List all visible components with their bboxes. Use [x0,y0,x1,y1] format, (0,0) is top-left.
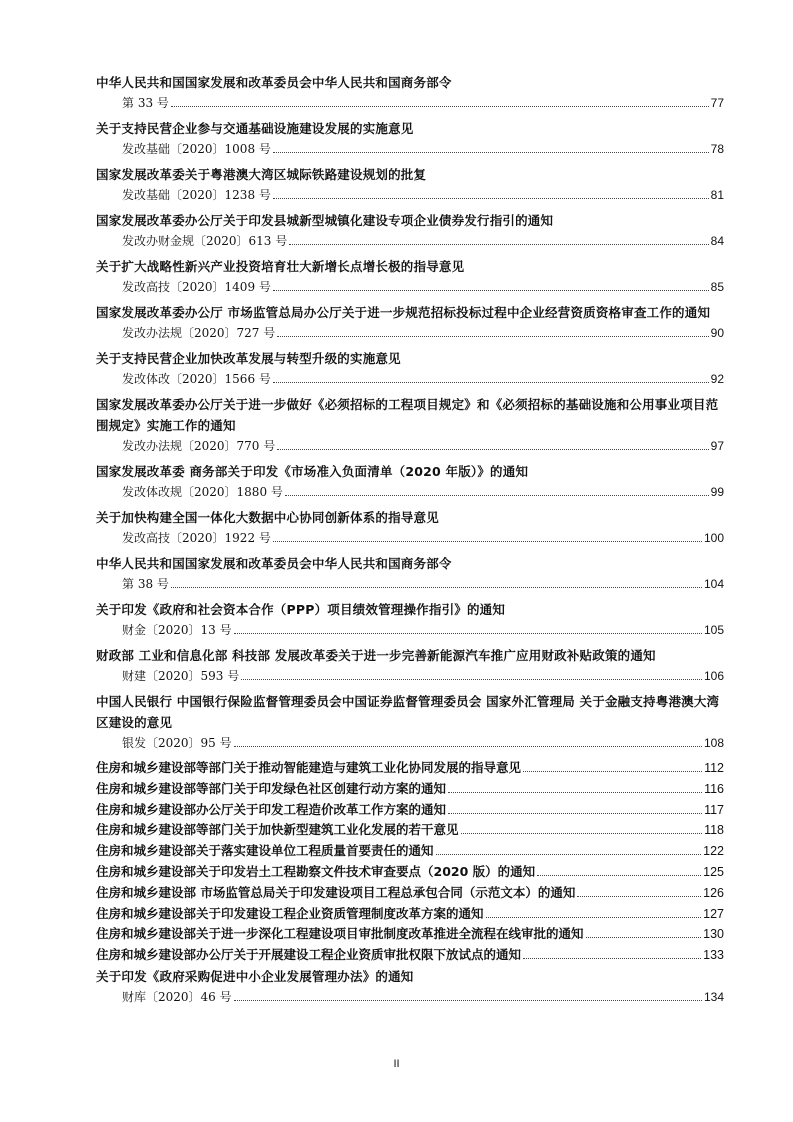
footer-page-number: II [393,1058,400,1070]
page-number: 106 [703,669,724,683]
page-number: 78 [710,142,724,156]
toc-entry[interactable] [96,394,724,456]
entry-title: 住房和城乡建设部等部门关于推动智能建造与建筑工业化协同发展的指导意见 [96,760,522,775]
leader-dots [537,875,701,876]
toc-entry[interactable] [96,507,724,548]
table-of-contents [96,72,724,1007]
page-number: 125 [703,864,724,879]
entry-doc-line [96,733,724,753]
leader-dots [523,771,702,772]
page-number: 127 [703,906,724,921]
page-number: 97 [710,439,724,453]
entry-title: 关于印发《政府采购促进中小企业发展管理办法》的通知 [96,968,414,984]
entry-title: 住房和城乡建设部关于印发岩土工程勘察文件技术审查要点（2020 版）的通知 [96,863,536,879]
leader-dots [461,833,703,834]
page-number: 108 [703,736,724,750]
toc-entry[interactable] [96,691,724,753]
toc-entry[interactable] [96,72,724,113]
entry-title: 财政部 工业和信息化部 科技部 发展改革委关于进一步完善新能源汽车推广应用财政补贴政策的通知 [96,648,656,663]
page-number: 81 [710,188,724,202]
entry-title: 国家发展改革委办公厅关于进一步做好《必须招标的工程项目规定》和《必须招标的基础设施和公用事业项目范围规定》实施工作的通知 [96,397,719,433]
page-number: 90 [710,326,724,340]
entry-title: 住房和城乡建设部等部门关于印发绿色社区创建行动方案的通知 [96,780,447,796]
entry-title: 住房和城乡建设部关于印发建设工程企业资质管理制度改革方案的通知 [96,905,484,921]
leader-dots [171,106,709,107]
toc-entry[interactable] [96,348,724,389]
page-number: 112 [704,761,724,775]
toc-entry-flat[interactable] [96,841,724,862]
leader-dots [448,813,702,814]
entry-doc-line [96,139,724,159]
entry-title: 国家发展改革委办公厅关于印发县城新型城镇化建设专项企业债券发行指引的通知 [96,213,554,228]
toc-entry[interactable] [96,966,724,1007]
leader-dots [273,541,702,542]
leader-dots [273,290,709,291]
page-number: 84 [710,234,724,248]
leader-dots [586,937,702,938]
document-number: 发改高技〔2020〕1922 号 [122,531,271,545]
leader-dots [273,152,709,153]
toc-entry-flat[interactable] [96,883,724,904]
entry-title: 住房和城乡建设部关于落实建设单位工程质量首要责任的通知 [96,843,434,859]
leader-dots [486,917,702,918]
document-number: 财金〔2020〕13 号 [122,623,232,637]
entry-title: 关于扩大战略性新兴产业投资培育壮大新增长点增长极的指导意见 [96,259,465,274]
entry-title: 关于支持民营企业加快改革发展与转型升级的实施意见 [96,351,401,366]
page-number: 77 [710,96,724,110]
leader-dots [448,792,702,793]
page-number: 105 [703,623,724,637]
page-number: 122 [703,844,724,859]
document-number: 发改办法规〔2020〕770 号 [122,439,276,453]
page-number: 104 [703,577,724,591]
page-number: 99 [710,485,724,499]
entry-doc-line [96,436,724,456]
page-number: 134 [703,989,724,1004]
leader-dots [241,679,702,680]
toc-entry-flat[interactable] [96,924,724,945]
entry-title: 住房和城乡建设部办公厅关于开展建设工程企业资质审批权限下放试点的通知 [96,947,522,963]
page-number: 126 [703,885,724,900]
entry-title: 国家发展改革委 商务部关于印发《市场准入负面清单（2020 年版）》的通知 [96,464,529,479]
entry-title: 住房和城乡建设部办公厅关于印发工程造价改革工作方案的通知 [96,801,447,817]
leader-dots [277,449,708,450]
page-number: 92 [710,372,724,386]
entry-doc-line [96,666,724,686]
leader-dots [289,244,708,245]
toc-entry[interactable] [96,256,724,297]
page-number: 117 [704,802,724,817]
leader-dots [273,198,709,199]
page-number: 130 [703,927,724,942]
entry-doc-line [96,93,724,113]
leader-dots [234,633,702,634]
entry-title: 住房和城乡建设部关于进一步深化工程建设项目审批制度改革推进全流程在线审批的通知 [96,926,584,942]
page-number: 85 [710,280,724,294]
leader-dots [273,382,709,383]
toc-entry[interactable] [96,599,724,640]
leader-dots [285,495,709,496]
document-number: 发改办财金规〔2020〕613 号 [122,234,288,248]
toc-entry[interactable] [96,210,724,251]
entry-title: 关于支持民营企业参与交通基础设施建设发展的实施意见 [96,121,414,136]
toc-entry[interactable] [96,302,724,343]
document-number: 财建〔2020〕593 号 [122,669,240,683]
page-number: 133 [703,948,724,963]
document-number: 发改体改〔2020〕1566 号 [122,372,271,386]
entry-title: 国家发展改革委关于粤港澳大湾区城际铁路建设规划的批复 [96,167,427,182]
entry-doc-line [96,528,724,548]
page-number: 118 [704,823,724,838]
entry-doc-line [96,185,724,205]
leader-dots [277,336,708,337]
entry-title: 住房和城乡建设部等部门关于加快新型建筑工业化发展的若干意见 [96,822,459,838]
page-number: 116 [704,781,724,796]
entry-doc-line [96,277,724,297]
document-number: 发改办法规〔2020〕727 号 [122,326,276,340]
document-number: 第 33 号 [122,96,169,110]
document-number: 银发〔2020〕95 号 [122,736,232,750]
entry-doc-line [96,231,724,251]
toc-entry-flat[interactable] [96,862,724,883]
page-number: 100 [703,531,724,545]
entry-doc-line [96,620,724,640]
toc-entry[interactable] [96,553,724,594]
toc-entry[interactable] [96,164,724,205]
entry-title: 中国人民银行 中国银行保险监督管理委员会中国证券监督管理委员会 国家外汇管理局 关于金融支持粤港澳大湾区建设的意见 [96,694,720,730]
document-number: 发改基础〔2020〕1008 号 [122,142,271,156]
toc-entry-flat[interactable] [96,779,724,800]
leader-dots [436,854,702,855]
leader-dots [171,587,702,588]
leader-dots [234,746,702,747]
entry-title: 国家发展改革委办公厅 市场监管总局办公厅关于进一步规范招标投标过程中企业经营资质资格审查工作的通知 [96,305,711,320]
toc-entry-flat[interactable] [96,820,724,841]
entry-title: 关于加快构建全国一体化大数据中心协同创新体系的指导意见 [96,510,439,525]
entry-title: 中华人民共和国国家发展和改革委员会中华人民共和国商务部令 [96,556,452,571]
entry-doc-line [96,323,724,343]
toc-entry[interactable] [96,461,724,502]
toc-entry[interactable] [96,645,724,686]
entry-doc-line [96,369,724,389]
leader-dots [523,958,701,959]
entry-title: 关于印发《政府和社会资本合作（PPP）项目绩效管理操作指引》的通知 [96,602,506,617]
toc-entry[interactable] [96,118,724,159]
document-number: 发改基础〔2020〕1238 号 [122,188,271,202]
entry-title: 中华人民共和国国家发展和改革委员会中华人民共和国商务部令 [96,75,452,90]
document-number: 第 38 号 [122,577,169,591]
document-number: 发改高技〔2020〕1409 号 [122,280,271,294]
leader-dots [234,1000,702,1001]
toc-entry-flat[interactable] [96,904,724,925]
toc-entry-flat[interactable] [96,758,724,779]
entry-title: 住房和城乡建设部 市场监管总局关于印发建设项目工程总承包合同（示范文本）的通知 [96,884,576,900]
entry-doc-line [96,482,724,502]
entry-doc-line [96,574,724,594]
document-number: 财库〔2020〕46 号 [122,989,232,1004]
leader-dots [577,896,701,897]
entry-doc-line [96,987,724,1007]
document-number: 发改体改规〔2020〕1880 号 [122,485,283,499]
toc-entry-flat[interactable] [96,800,724,821]
toc-entry-flat[interactable] [96,945,724,966]
